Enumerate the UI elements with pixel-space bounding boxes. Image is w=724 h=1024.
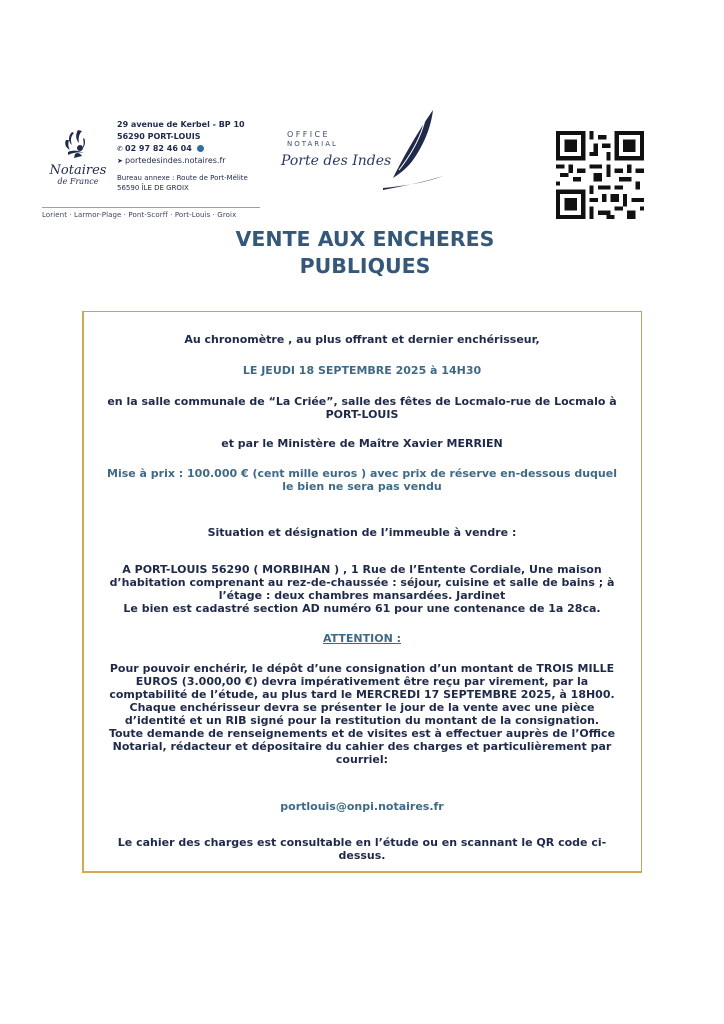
property-heading: Situation et désignation de l’immeuble à vendre : [207,526,517,539]
price-line-2: le bien ne sera pas vendu [282,480,442,493]
property-line-1: A PORT-LOUIS 56290 ( MORBIHAN ) , 1 Rue de l’Entente Cordiale, Une maison [122,563,602,576]
page-title [180,226,550,280]
attention-line-7: Notarial, rédacteur et dépositaire du cahier des charges et particulièrement par [112,740,612,753]
notaires-emblem-icon [58,128,98,162]
closing-note [92,836,632,862]
attention-line-2: EUROS (3.000,00 €) devra impérativement être reçu par virement, par la [135,675,589,688]
attention-line-6: Toute demande de renseignements et de visites est à effectuer auprès de l’Office [108,727,616,740]
attention-line-3: comptabilité de l’étude, au plus tard le MERCREDI 17 SEPTEMBRE 2025, à 18H00. [109,688,615,701]
office-label: OFFICE [287,130,330,139]
towns-list: Lorient · Larmor-Plage · Pont-Scorff · Port-Louis · Groix [42,211,237,219]
auction-date: LE JEUDI 18 SEPTEMBRE 2025 à 14H30 [242,364,482,377]
office-address [117,119,267,193]
qr-code-icon[interactable] [556,131,644,219]
address-line-1: 29 avenue de Kerbel - BP 10 [117,120,245,129]
closing-line-2: dessus. [338,849,386,862]
contact-email-link[interactable]: portlouis@onpi.notaires.fr [280,800,444,813]
office-name: Porte des Indes [281,153,392,169]
annex-line-1: Bureau annexe : Route de Port-Mélite [117,174,248,182]
address-line-2: 56290 PORT-LOUIS [117,132,201,141]
logo-subtitle: de France [57,177,99,186]
notarial-label: NOTARIAL [287,140,338,148]
annex-address [117,173,267,193]
website-link[interactable]: portedesindes.notaires.fr [125,156,226,165]
attention-line-1: Pour pouvoir enchérir, le dépôt d’une consignation d’un montant de TROIS MILLE [109,662,615,675]
auction-location [92,395,632,421]
attention-line-5: d’identité et un RIB signé pour la restitution du montant de la consignation. [124,714,600,727]
attention-line-8: courriel: [335,753,389,766]
cursor-icon: ➤ [117,157,123,165]
starting-price [92,467,632,493]
notary-mention: et par le Ministère de Maître Xavier MERRIEN [221,437,503,450]
property-description [92,563,632,615]
attention-text [92,662,632,766]
towns-divider [42,207,260,208]
phone-number: 02 97 82 46 04 [125,144,192,153]
phone-row [117,143,267,155]
title-line-2: PUBLIQUES [299,254,431,278]
closing-line-1: Le cahier des charges est consultable en l’étude ou en scannant le QR code ci- [117,836,607,849]
price-line-1: Mise à prix : 100.000 € (cent mille euros ) avec prix de réserve en-dessous duquel [107,467,617,480]
logo-name: Notaires [49,163,107,178]
location-line-1: en la salle communale de “La Criée”, salle des fêtes de Locmalo-rue de Locmalo à [107,395,617,408]
phone-icon: ✆ [117,145,123,153]
property-line-3: l’étage : deux chambres mansardées. Jardinet [218,589,506,602]
location-line-2: PORT-LOUIS [325,408,399,421]
property-line-4: Le bien est cadastré section AD numéro 61 pour une contenance de 1a 28ca. [123,602,601,615]
notaires-de-france-logo [44,128,112,186]
attention-line-4: Chaque enchérisseur devra se présenter le jour de la vente avec une pièce [129,701,595,714]
annex-line-2: 56590 ÎLE DE GROIX [117,184,189,192]
attention-heading: ATTENTION : [322,632,402,645]
auction-intro: Au chronomètre , au plus offrant et dernier enchérisseur, [184,333,540,346]
property-line-2: d’habitation comprenant au rez-de-chaussée : séjour, cuisine et salle de bains ; à [109,576,615,589]
quill-icon [275,106,465,198]
website-row[interactable] [117,155,267,167]
title-line-1: VENTE AUX ENCHERES [235,227,495,251]
office-notarial-logo [275,106,465,198]
whatsapp-icon [197,145,204,152]
